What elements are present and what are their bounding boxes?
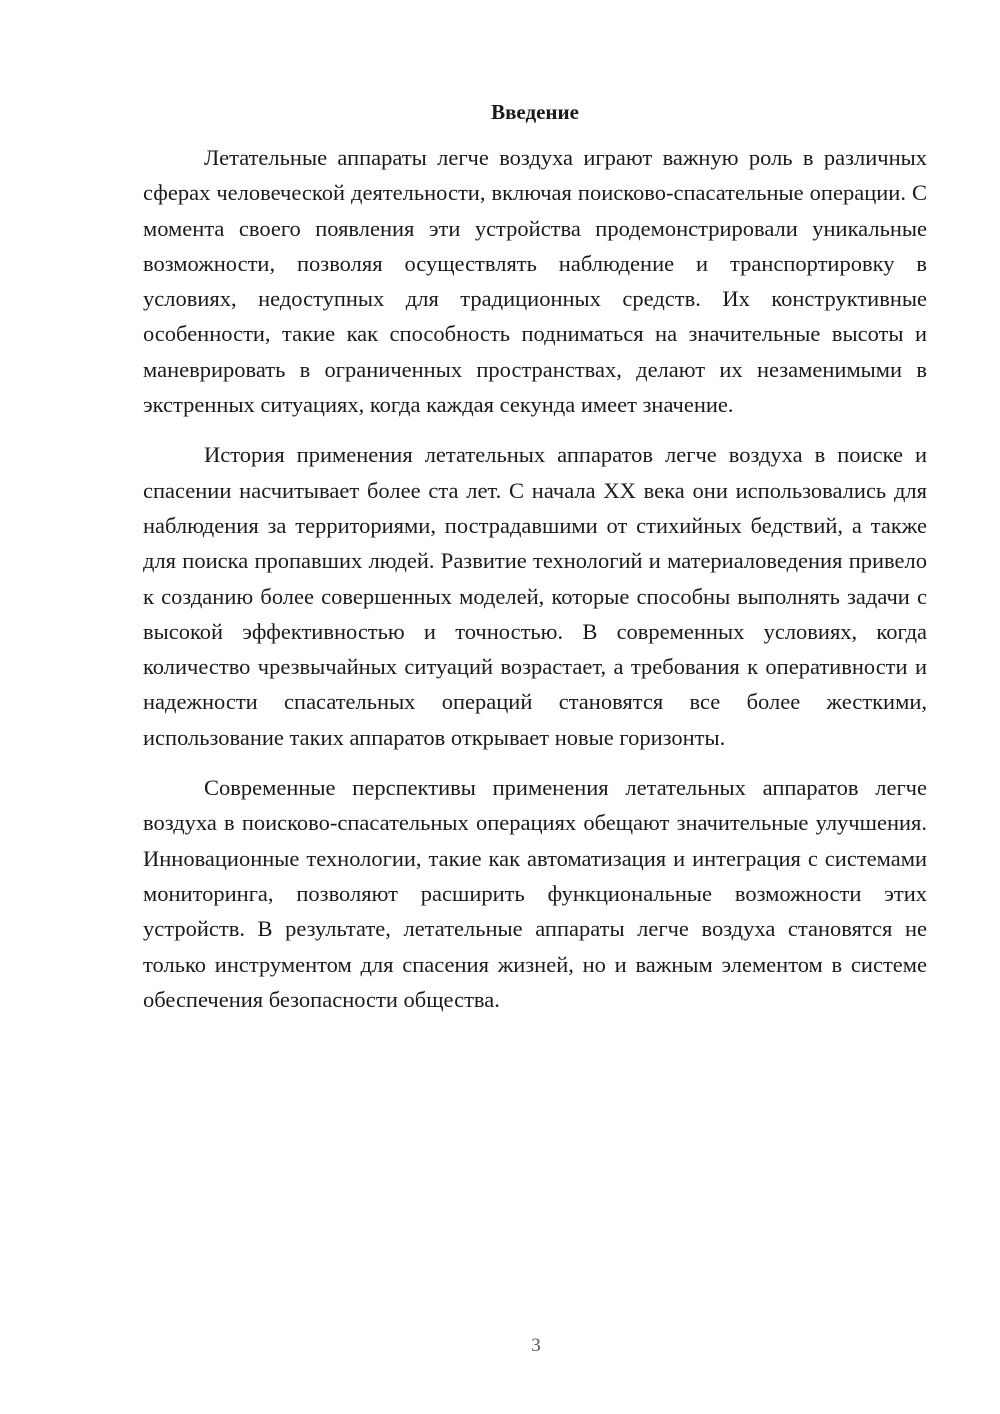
section-heading: Введение [491,100,579,124]
page-number: 3 [531,1335,541,1356]
body-text [143,140,927,1032]
paragraph-3: Современные перспективы применения летательных аппаратов легче воздуха в поисково-спасательных операциях обещают значительные улучшения. Инновационные технологии, такие как автоматизация и интеграция с системами мониторинга, позволяют расширить функциональные возможности этих устройств. В результате, летательные аппараты легче воздуха становятся не только инструментом для спасения жизней, но и важным элементом в системе обеспечения безопасности общества. [143,775,927,1012]
paragraph-2: История применения летательных аппаратов легче воздуха в поиске и спасении насчитывает более ста лет. С начала XX века они использовались для наблюдения за территориями, пострадавшими от стихийных бедствий, а также для поиска пропавших людей. Развитие технологий и материаловедения привело к созданию более совершенных моделей, которые способны выполнять задачи с высокой эффективностью и точностью. В современных условиях, когда количество чрезвычайных ситуаций возрастает, а требования к оперативности и надежности спасательных операций становятся все более жесткими, использование таких аппаратов открывает новые горизонты. [143,442,927,750]
paragraph-1: Летательные аппараты легче воздуха играют важную роль в различных сферах человеческой деятельности, включая поисково-спасательные операции. С момента своего появления эти устройства продемонстрировали уникальные возможности, позволяя осуществлять наблюдение и транспортировку в условиях, недоступных для традиционных средств. Их конструктивные особенности, такие как способность подниматься на значительные высоты и маневрировать в ограниченных пространствах, делают их незаменимыми в экстренных ситуациях, когда каждая секунда имеет значение. [143,145,927,418]
